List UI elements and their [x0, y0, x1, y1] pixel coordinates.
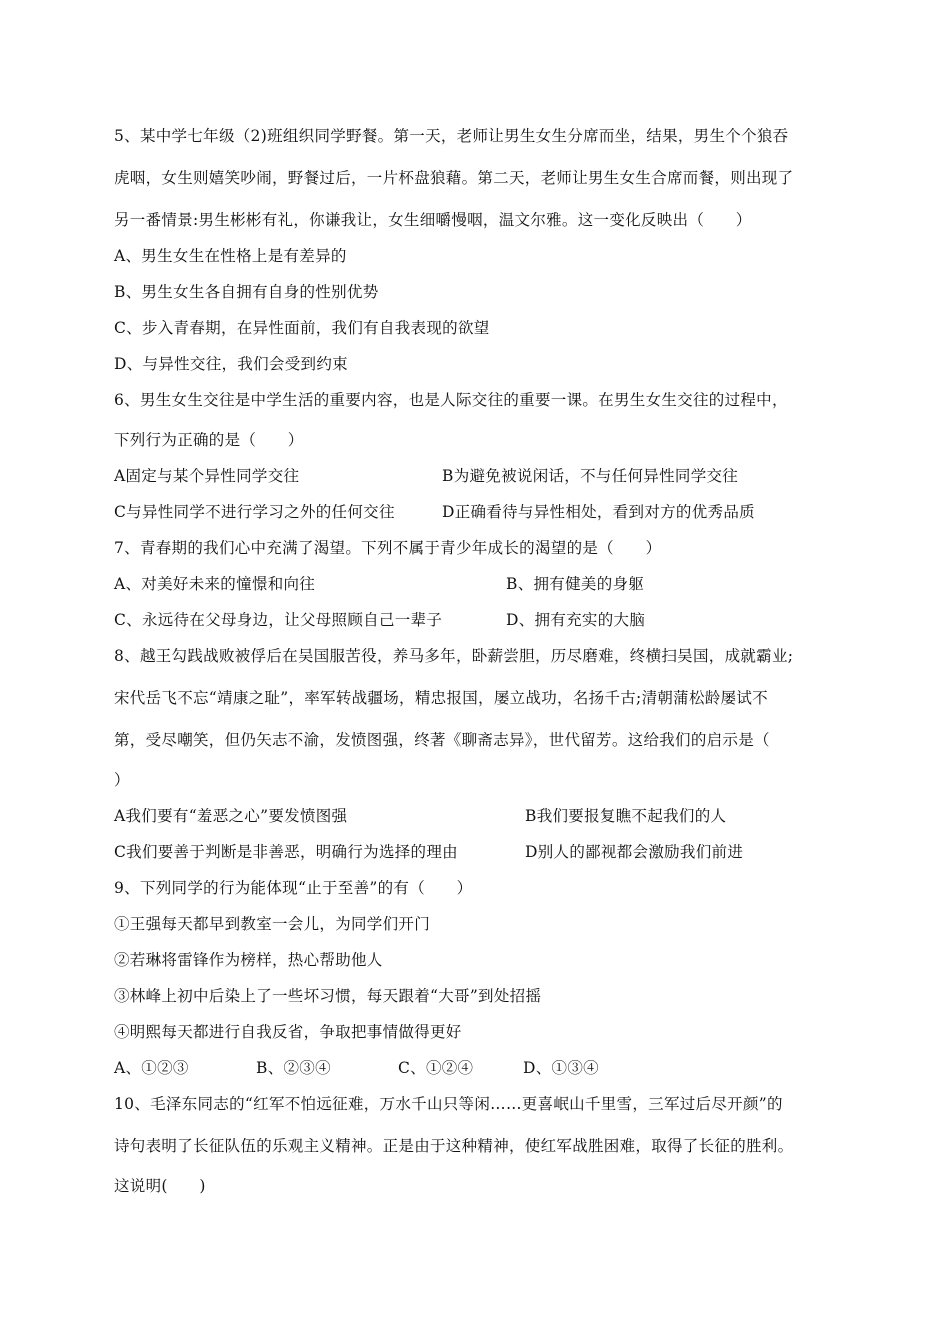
q9-item-2: ②若琳将雷锋作为榜样，热心帮助他人: [114, 951, 383, 969]
q5-option-b: B、男生女生各自拥有自身的性别优势: [114, 283, 379, 301]
q10-stem-line-3: 这说明( ): [114, 1177, 206, 1195]
q5-stem-line-3: 另一番情景:男生彬彬有礼，你谦我让，女生细嚼慢咽，温文尔雅。这一变化反映出（ ）: [114, 211, 752, 229]
q8-option-a: A我们要有“羞恶之心”要发愤图强: [114, 807, 348, 825]
q9-option-a: A、①②③: [114, 1059, 189, 1077]
q6-option-d: D正确看待与异性相处，看到对方的优秀品质: [442, 503, 755, 521]
q9-item-4: ④明熙每天都进行自我反省，争取把事情做得更好: [114, 1023, 462, 1041]
q6-stem-line-2: 下列行为正确的是（ ）: [114, 431, 304, 449]
q6-stem-line-1: 6、男生女生交往是中学生活的重要内容，也是人际交往的重要一课。在男生女生交往的过程中，: [114, 391, 788, 409]
q6-option-a: A固定与某个异性同学交往: [114, 467, 300, 485]
q9-option-d: D、①③④: [523, 1059, 599, 1077]
q7-option-a: A、对美好未来的憧憬和向往: [114, 575, 316, 593]
q8-stem-line-3: 第，受尽嘲笑，但仍矢志不渝，发愤图强，终著《聊斋志异》，世代留芳。这给我们的启示是（: [114, 731, 770, 749]
q5-option-a: A、男生女生在性格上是有差异的: [114, 247, 347, 265]
q10-stem-line-1: 10、毛泽东同志的“红军不怕远征难，万水千山只等闲……更喜岷山千里雪，三军过后尽开颜”的: [114, 1095, 783, 1113]
q6-option-c: C与异性同学不进行学习之外的任何交往: [114, 503, 395, 521]
q9-item-1: ①王强每天都早到教室一会儿，为同学们开门: [114, 915, 431, 933]
q7-stem: 7、青春期的我们心中充满了渴望。下列不属于青少年成长的渴望的是（ ）: [114, 539, 662, 557]
q8-option-c: C我们要善于判断是非善恶，明确行为选择的理由: [114, 843, 458, 861]
q5-option-c: C、步入青春期，在异性面前，我们有自我表现的欲望: [114, 319, 490, 337]
q8-stem-line-2: 宋代岳飞不忘“靖康之耻”，率军转战疆场，精忠报国，屡立战功，名扬千古;清朝蒲松龄屡试不: [114, 689, 768, 707]
q9-option-c: C、①②④: [398, 1059, 474, 1077]
q10-stem-line-2: 诗句表明了长征队伍的乐观主义精神。正是由于这种精神，使红军战胜困难，取得了长征的胜利。: [114, 1137, 794, 1155]
q8-stem-line-4: ）: [114, 771, 130, 789]
q8-stem-line-1: 8、越王勾践战败被俘后在吴国服苦役，养马多年，卧薪尝胆，历尽磨难，终横扫吴国，成就霸业;: [114, 647, 794, 665]
q5-stem-line-1: 5、某中学七年级（2)班组织同学野餐。第一天，老师让男生女生分席而坐，结果，男生个个狼吞: [114, 127, 789, 145]
q9-option-b: B、②③④: [256, 1059, 331, 1077]
q9-item-3: ③林峰上初中后染上了一些坏习惯，每天跟着“大哥”到处招摇: [114, 987, 542, 1005]
q7-option-d: D、拥有充实的大脑: [506, 611, 646, 629]
q6-option-b: B为避免被说闲话，不与任何异性同学交往: [442, 467, 739, 485]
q5-stem-line-2: 虎咽，女生则嬉笑吵闹，野餐过后，一片杯盘狼藉。第二天，老师让男生女生合席而餐，则出现了: [114, 169, 794, 187]
q7-option-b: B、拥有健美的身躯: [506, 575, 645, 593]
q8-option-d: D别人的鄙视都会激励我们前进: [525, 843, 744, 861]
q8-option-b: B我们要报复瞧不起我们的人: [525, 807, 727, 825]
q5-option-d: D、与异性交往，我们会受到约束: [114, 355, 348, 373]
q9-stem: 9、下列同学的行为能体现“止于至善”的有（ ）: [114, 879, 473, 897]
q7-option-c: C、永远待在父母身边，让父母照顾自己一辈子: [114, 611, 443, 629]
